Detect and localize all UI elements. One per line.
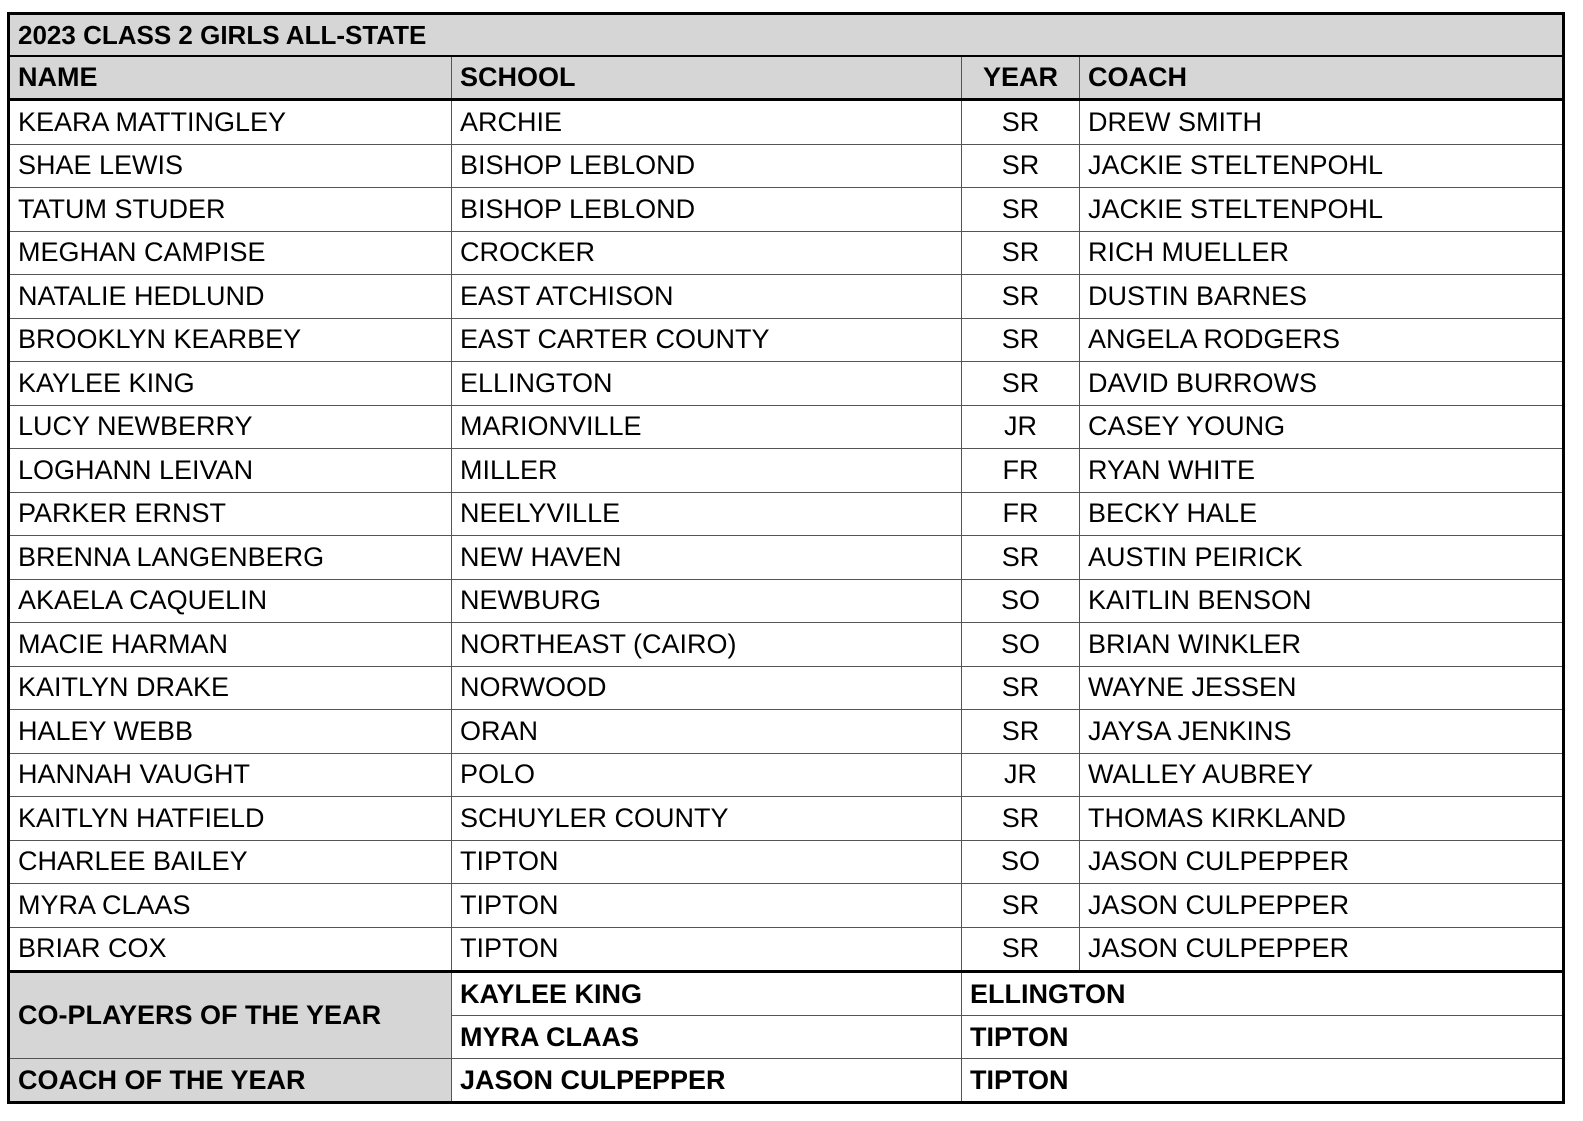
table-row xyxy=(9,797,1564,841)
all-state-table xyxy=(7,12,1565,1104)
player-coach: DREW SMITH xyxy=(1080,100,1564,145)
player-year: SR xyxy=(962,318,1080,362)
player-year: JR xyxy=(962,405,1080,449)
player-name: BROOKLYN KEARBEY xyxy=(9,318,452,362)
player-coach: JAYSA JENKINS xyxy=(1080,710,1564,754)
player-coach: JASON CULPEPPER xyxy=(1080,884,1564,928)
player-coach: JACKIE STELTENPOHL xyxy=(1080,188,1564,232)
table-row xyxy=(9,188,1564,232)
player-year: SR xyxy=(962,666,1080,710)
table-row xyxy=(9,710,1564,754)
column-header-coach: COACH xyxy=(1080,56,1564,100)
player-name: HANNAH VAUGHT xyxy=(9,753,452,797)
player-name: BRIAR COX xyxy=(9,927,452,972)
player-school: CROCKER xyxy=(452,231,962,275)
player-school: POLO xyxy=(452,753,962,797)
player-coach: JASON CULPEPPER xyxy=(1080,927,1564,972)
player-school: EAST CARTER COUNTY xyxy=(452,318,962,362)
coach-of-year-school: TIPTON xyxy=(962,1059,1564,1103)
table-row xyxy=(9,536,1564,580)
player-year: SR xyxy=(962,927,1080,972)
award-winner-name: MYRA CLAAS xyxy=(452,1016,962,1059)
table-title: 2023 CLASS 2 GIRLS ALL-STATE xyxy=(9,14,1564,57)
column-header-year: YEAR xyxy=(962,56,1080,100)
player-year: SR xyxy=(962,100,1080,145)
award-row-player-1 xyxy=(9,972,1564,1016)
column-header-school: SCHOOL xyxy=(452,56,962,100)
player-school: NORTHEAST (CAIRO) xyxy=(452,623,962,667)
player-coach: THOMAS KIRKLAND xyxy=(1080,797,1564,841)
player-year: SO xyxy=(962,579,1080,623)
player-school: ORAN xyxy=(452,710,962,754)
player-school: TIPTON xyxy=(452,927,962,972)
award-winner-school: TIPTON xyxy=(962,1016,1564,1059)
header-row xyxy=(9,56,1564,100)
player-coach: BRIAN WINKLER xyxy=(1080,623,1564,667)
player-name: BRENNA LANGENBERG xyxy=(9,536,452,580)
player-year: SR xyxy=(962,797,1080,841)
player-school: NORWOOD xyxy=(452,666,962,710)
player-school: ARCHIE xyxy=(452,100,962,145)
table-row xyxy=(9,318,1564,362)
player-coach: RYAN WHITE xyxy=(1080,449,1564,493)
player-school: NEELYVILLE xyxy=(452,492,962,536)
player-name: NATALIE HEDLUND xyxy=(9,275,452,319)
player-coach: BECKY HALE xyxy=(1080,492,1564,536)
player-coach: WAYNE JESSEN xyxy=(1080,666,1564,710)
player-coach: CASEY YOUNG xyxy=(1080,405,1564,449)
player-coach: WALLEY AUBREY xyxy=(1080,753,1564,797)
player-year: JR xyxy=(962,753,1080,797)
table-row xyxy=(9,144,1564,188)
coach-of-year-name: JASON CULPEPPER xyxy=(452,1059,962,1103)
player-coach: JACKIE STELTENPOHL xyxy=(1080,144,1564,188)
player-name: LUCY NEWBERRY xyxy=(9,405,452,449)
table-row xyxy=(9,405,1564,449)
player-year: SR xyxy=(962,275,1080,319)
award-winner-name: KAYLEE KING xyxy=(452,972,962,1016)
award-row-coach xyxy=(9,1059,1564,1103)
table-row xyxy=(9,100,1564,145)
player-coach: ANGELA RODGERS xyxy=(1080,318,1564,362)
player-year: FR xyxy=(962,492,1080,536)
table-row xyxy=(9,275,1564,319)
player-year: SR xyxy=(962,710,1080,754)
coach-of-year-label: COACH OF THE YEAR xyxy=(9,1059,452,1103)
player-name: SHAE LEWIS xyxy=(9,144,452,188)
player-name: MACIE HARMAN xyxy=(9,623,452,667)
player-year: SO xyxy=(962,840,1080,884)
player-year: SR xyxy=(962,188,1080,232)
player-school: BISHOP LEBLOND xyxy=(452,144,962,188)
player-year: SR xyxy=(962,362,1080,406)
player-name: PARKER ERNST xyxy=(9,492,452,536)
player-coach: AUSTIN PEIRICK xyxy=(1080,536,1564,580)
player-name: KAITLYN HATFIELD xyxy=(9,797,452,841)
player-school: MARIONVILLE xyxy=(452,405,962,449)
player-school: NEW HAVEN xyxy=(452,536,962,580)
player-school: BISHOP LEBLOND xyxy=(452,188,962,232)
player-year: FR xyxy=(962,449,1080,493)
player-coach: RICH MUELLER xyxy=(1080,231,1564,275)
table-body xyxy=(9,14,1564,1103)
award-winner-school: ELLINGTON xyxy=(962,972,1564,1016)
title-row xyxy=(9,14,1564,57)
player-coach: DUSTIN BARNES xyxy=(1080,275,1564,319)
player-school: SCHUYLER COUNTY xyxy=(452,797,962,841)
player-name: LOGHANN LEIVAN xyxy=(9,449,452,493)
player-school: MILLER xyxy=(452,449,962,493)
player-name: CHARLEE BAILEY xyxy=(9,840,452,884)
player-name: MYRA CLAAS xyxy=(9,884,452,928)
player-coach: DAVID BURROWS xyxy=(1080,362,1564,406)
players-of-year-label: CO-PLAYERS OF THE YEAR xyxy=(9,972,452,1059)
column-header-name: NAME xyxy=(9,56,452,100)
player-name: KAYLEE KING xyxy=(9,362,452,406)
player-name: TATUM STUDER xyxy=(9,188,452,232)
player-school: TIPTON xyxy=(452,840,962,884)
table-row xyxy=(9,623,1564,667)
player-year: SR xyxy=(962,884,1080,928)
player-name: KEARA MATTINGLEY xyxy=(9,100,452,145)
player-name: HALEY WEBB xyxy=(9,710,452,754)
table-row xyxy=(9,753,1564,797)
player-name: MEGHAN CAMPISE xyxy=(9,231,452,275)
player-school: ELLINGTON xyxy=(452,362,962,406)
table-row xyxy=(9,666,1564,710)
table-row xyxy=(9,362,1564,406)
player-year: SR xyxy=(962,536,1080,580)
table-row xyxy=(9,884,1564,928)
table-row xyxy=(9,579,1564,623)
player-name: KAITLYN DRAKE xyxy=(9,666,452,710)
player-name: AKAELA CAQUELIN xyxy=(9,579,452,623)
player-school: TIPTON xyxy=(452,884,962,928)
table-row xyxy=(9,492,1564,536)
table-row xyxy=(9,840,1564,884)
player-coach: KAITLIN BENSON xyxy=(1080,579,1564,623)
player-year: SO xyxy=(962,623,1080,667)
player-year: SR xyxy=(962,231,1080,275)
table-row xyxy=(9,231,1564,275)
player-coach: JASON CULPEPPER xyxy=(1080,840,1564,884)
table-row xyxy=(9,449,1564,493)
player-year: SR xyxy=(962,144,1080,188)
table-row xyxy=(9,927,1564,972)
player-school: NEWBURG xyxy=(452,579,962,623)
player-school: EAST ATCHISON xyxy=(452,275,962,319)
